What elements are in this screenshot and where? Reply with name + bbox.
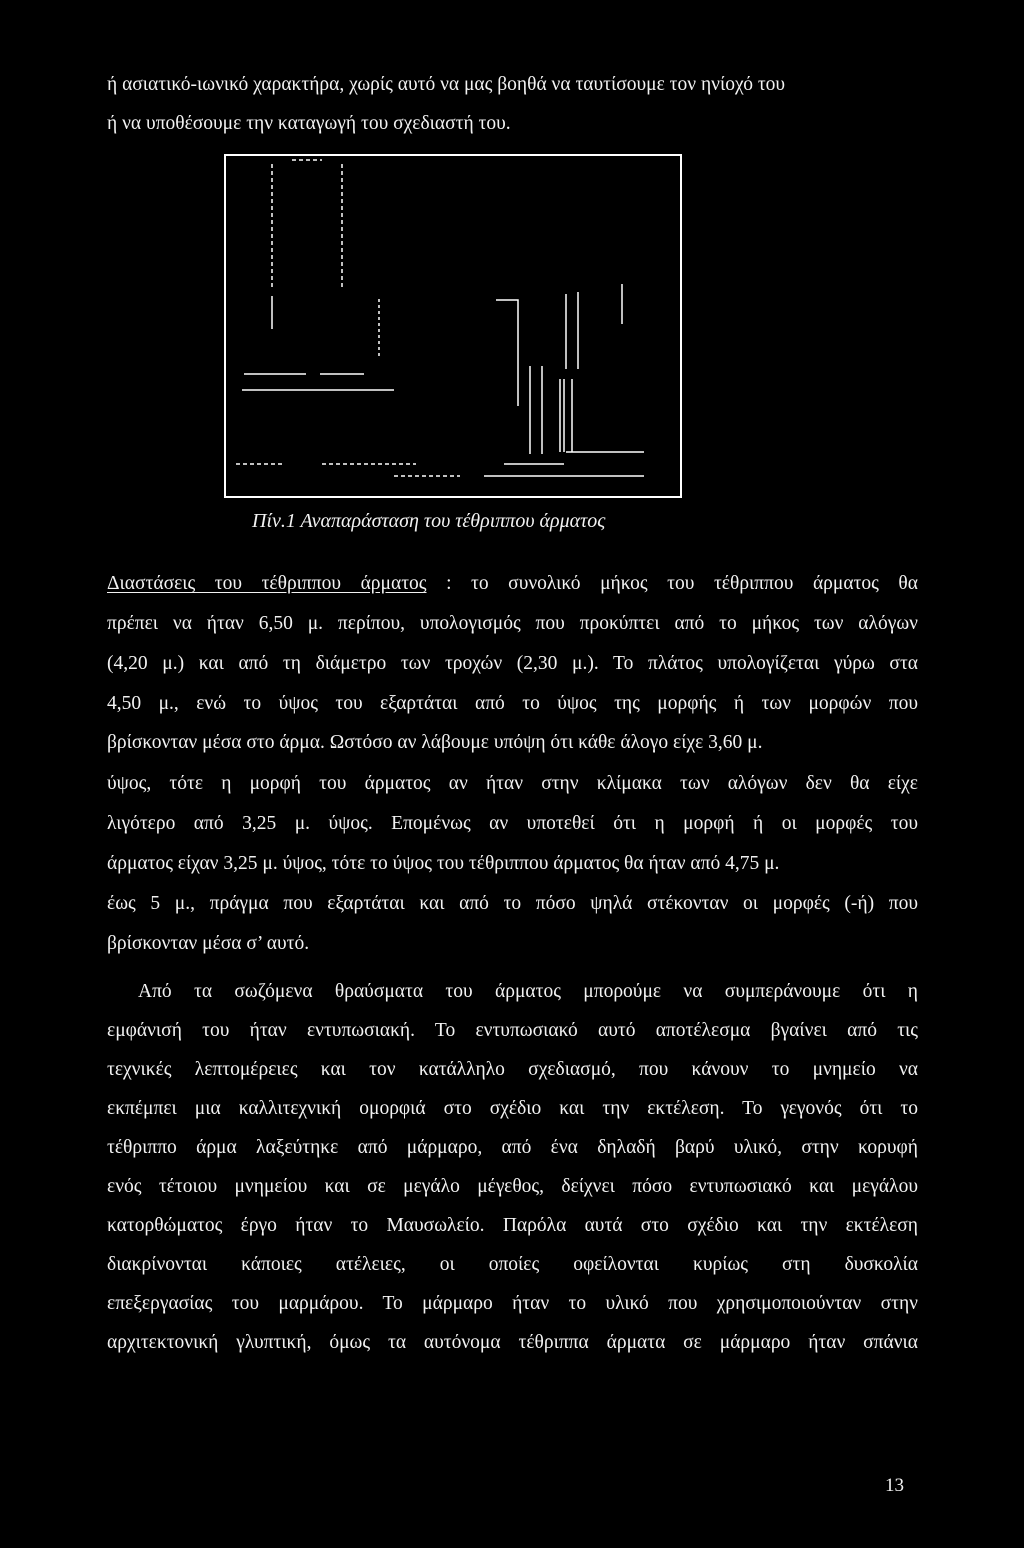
dimensions-line-8: άρματος είχαν 3,25 μ. ύψος, τότε το ύψος του τέθριππου άρματος θα ήταν από 4,75 μ. — [107, 853, 780, 874]
dimensions-line-6: ύψος, τότε η μορφή του άρματος αν ήταν στην κλίμακα των αλόγων δεν θα είχε — [107, 773, 918, 794]
fragments-line-10: αρχιτεκτονική γλυπτική, όμως τα αυτόνομα τέθριππα άρματα σε μάρμαρο ήταν σπάνια — [107, 1332, 918, 1353]
dimensions-line-2: πρέπει να ήταν 6,50 μ. περίπου, υπολογισμός που προκύπτει από το μήκος των αλόγων — [107, 613, 918, 634]
dimensions-line-10: βρίσκονταν μέσα σ’ αυτό. — [107, 933, 310, 954]
dimensions-line-1 — [107, 572, 918, 596]
dimensions-line-7: λιγότερο από 3,25 μ. ύψος. Επομένως αν υποτεθεί ότι η μορφή ή οι μορφές του — [107, 813, 918, 834]
fragments-line-2: εμφάνισή του ήταν εντυπωσιακή. Το εντυπωσιακό αυτό αποτέλεσμα βγαίνει από τις — [107, 1020, 918, 1041]
figure-frame — [225, 155, 681, 497]
dimensions-line-4: 4,50 μ., ενώ το ύψος του εξαρτάται από το ύψος της μορφής ή των μορφών που — [107, 693, 918, 714]
page-number: 13 — [885, 1475, 904, 1496]
fragments-line-3: τεχνικές λεπτομέρειες και τον κατάλληλο σχεδιασμό, που κάνουν το μνημείο να — [107, 1059, 918, 1080]
figure-drawing-lines — [236, 160, 644, 476]
dimensions-line-9: έως 5 μ., πράγμα που εξαρτάται και από το πόσο ψηλά στέκονταν οι μορφές (-ή) που — [107, 893, 918, 914]
fragments-line-9: επεξεργασίας του μαρμάρου. Το μάρμαρο ήταν το υλικό που χρησιμοποιούνταν στην — [107, 1293, 918, 1314]
chariot-figure — [224, 154, 682, 498]
fragments-line-5: τέθριππο άρμα λαξεύτηκε από μάρμαρο, από ένα δηλαδή βαρύ υλικό, στην κορυφή — [107, 1137, 918, 1158]
dimensions-line-3: (4,20 μ.) και από τη διάμετρο των τροχών (2,30 μ.). Το πλάτος υπολογίζεται γύρω στα — [107, 653, 918, 674]
fragments-line-4: εκπέμπει μια καλλιτεχνική ομορφιά στο σχέδιο και την εκτέλεση. Το γεγονός ότι το — [107, 1098, 918, 1119]
fragments-line-6: ενός τέτοιου μνημείου και σε μεγάλο μέγεθος, δείχνει πόσο εντυπωσιακό και μεγάλου — [107, 1176, 918, 1197]
intro-line-2: ή να υποθέσουμε την καταγωγή του σχεδιαστή του. — [107, 113, 511, 134]
fragments-line-1: Από τα σωζόμενα θραύσματα του άρματος μπορούμε να συμπεράνουμε ότι η — [138, 981, 918, 1002]
fragments-line-7: κατορθώματος έργο ήταν το Μαυσωλείο. Παρόλα αυτά στο σχέδιο και την εκτέλεση — [107, 1215, 918, 1236]
figure-caption: Πίν.1 Αναπαράσταση του τέθριππου άρματος — [252, 510, 606, 532]
dimensions-line-5: βρίσκονταν μέσα στο άρμα. Ωστόσο αν λάβουμε υπόψη ότι κάθε άλογο είχε 3,60 μ. — [107, 732, 763, 753]
dimensions-heading: Διαστάσεις του τέθριππου άρματος — [107, 573, 427, 594]
fragments-line-8: διακρίνονται κάποιες ατέλειες, οι οποίες οφείλονται κυρίως στη δυσκολία — [107, 1254, 918, 1275]
dimensions-line-1-rest: : το συνολικό μήκος του τέθριππου άρματος θα — [426, 573, 918, 594]
intro-line-1: ή ασιατικό-ιωνικό χαρακτήρα, χωρίς αυτό να μας βοηθά να ταυτίσουμε τον ηνίοχό του — [107, 74, 786, 95]
